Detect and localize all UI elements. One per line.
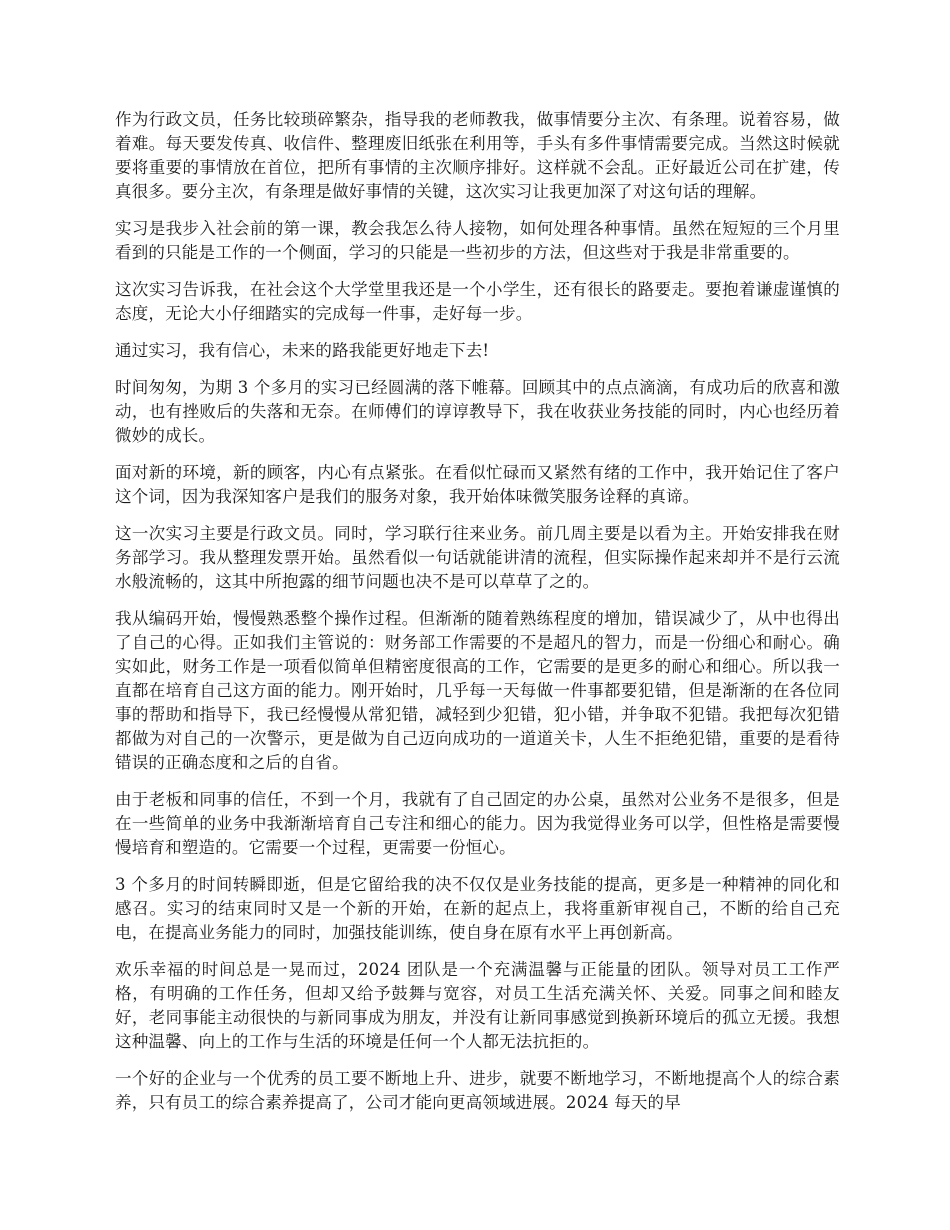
paragraph-10: 3 个多月的时间转瞬即逝，但是它留给我的决不仅仅是业务技能的提高，更多是一种精神的同化和感召。实习的结束同时又是一个新的开始，在新的起点上，我将重新审视自己，不断的给自己充电，在提高业务能力的同时，加强技能训练，使自身在原有水平上再创新高。 [115, 875, 840, 942]
paragraph-11: 欢乐幸福的时间总是一晃而过，2024 团队是一个充满温馨与正能量的团队。领导对员工工作严格，有明确的工作任务，但却又给予鼓舞与宽容，对员工生活充满关怀、关爱。同事之间和睦友好，老同事能主动很快的与新同事成为朋友，并没有让新同事感觉到换新环境后的孤立无援。我想这种温馨、向上的工作与生活的环境是任何一个人都无法抗拒的。 [115, 960, 840, 1051]
paragraph-4: 通过实习，我有信心，未来的路我能更好地走下去! [115, 341, 490, 360]
document-body [115, 108, 840, 1128]
paragraph-9: 由于老板和同事的信任，不到一个月，我就有了自己固定的办公桌，虽然对公业务不是很多，但是在一些简单的业务中我渐渐培育自己专注和细心的能力。因为我觉得业务可以学，但性格是需要慢慢培育和塑造的。它需要一个过程，更需要一份恒心。 [115, 790, 840, 857]
paragraph-6: 面对新的环境，新的顾客，内心有点紧张。在看似忙碌而又紧然有绪的工作中，我开始记住了客户这个词，因为我深知客户是我们的服务对象，我开始体味微笑服务诠释的真谛。 [115, 463, 840, 506]
paragraph-12: 一个好的企业与一个优秀的员工要不断地上升、进步，就要不断地学习，不断地提高个人的综合素养，只有员工的综合素养提高了，公司才能向更高领域进展。2024 每天的早 [115, 1069, 840, 1112]
paragraph-3: 这次实习告诉我，在社会这个大学堂里我还是一个小学生，还有很长的路要走。要抱着谦虚谨慎的态度，无论大小仔细踏实的完成每一件事，走好每一步。 [115, 280, 840, 323]
paragraph-8: 我从编码开始，慢慢熟悉整个操作过程。但渐渐的随着熟练程度的增加，错误减少了，从中也得出了自己的心得。正如我们主管说的：财务部工作需要的不是超凡的智力，而是一份细心和耐心。确实如此，财务工作是一项看似简单但精密度很高的工作，它需要的是更多的耐心和细心。所以我一直都在培育自己这方面的能力。刚开始时，几乎每一天每做一件事都要犯错，但是渐渐的在各位同事的帮助和指导下，我已经慢慢从常犯错，减轻到少犯错，犯小错，并争取不犯错。我把每次犯错都做为对自己的一次警示，更是做为自己迈向成功的一道道关卡，人生不拒绝犯错，重要的是看待错误的正确态度和之后的自省。 [115, 609, 840, 772]
paragraph-1: 作为行政文员，任务比较琐碎繁杂，指导我的老师教我，做事情要分主次、有条理。说着容易，做着难。每天要发传真、收信件、整理废旧纸张在利用等，手头有多件事情需要完成。当然这时候就要将重要的事情放在首位，把所有事情的主次顺序排好。这样就不会乱。正好最近公司在扩建，传真很多。要分主次，有条理是做好事情的关键，这次实习让我更加深了对这句话的理解。 [115, 110, 840, 201]
paragraph-2: 实习是我步入社会前的第一课，教会我怎么待人接物，如何处理各种事情。虽然在短短的三个月里看到的只能是工作的一个侧面，学习的只能是一些初步的方法，但这些对于我是非常重要的。 [115, 219, 840, 262]
paragraph-7: 这一次实习主要是行政文员。同时，学习联行往来业务。前几周主要是以看为主。开始安排我在财务部学习。我从整理发票开始。虽然看似一句话就能讲清的流程，但实际操作起来却并不是行云流水般流畅的，这其中所抱露的细节问题也决不是可以草草了之的。 [115, 524, 840, 591]
paragraph-5: 时间匆匆，为期 3 个多月的实习已经圆满的落下帷幕。回顾其中的点点滴滴，有成功后的欣喜和激动，也有挫败后的失落和无奈。在师傅们的谆谆教导下，我在收获业务技能的同时，内心也经历着微妙的成长。 [115, 378, 840, 445]
